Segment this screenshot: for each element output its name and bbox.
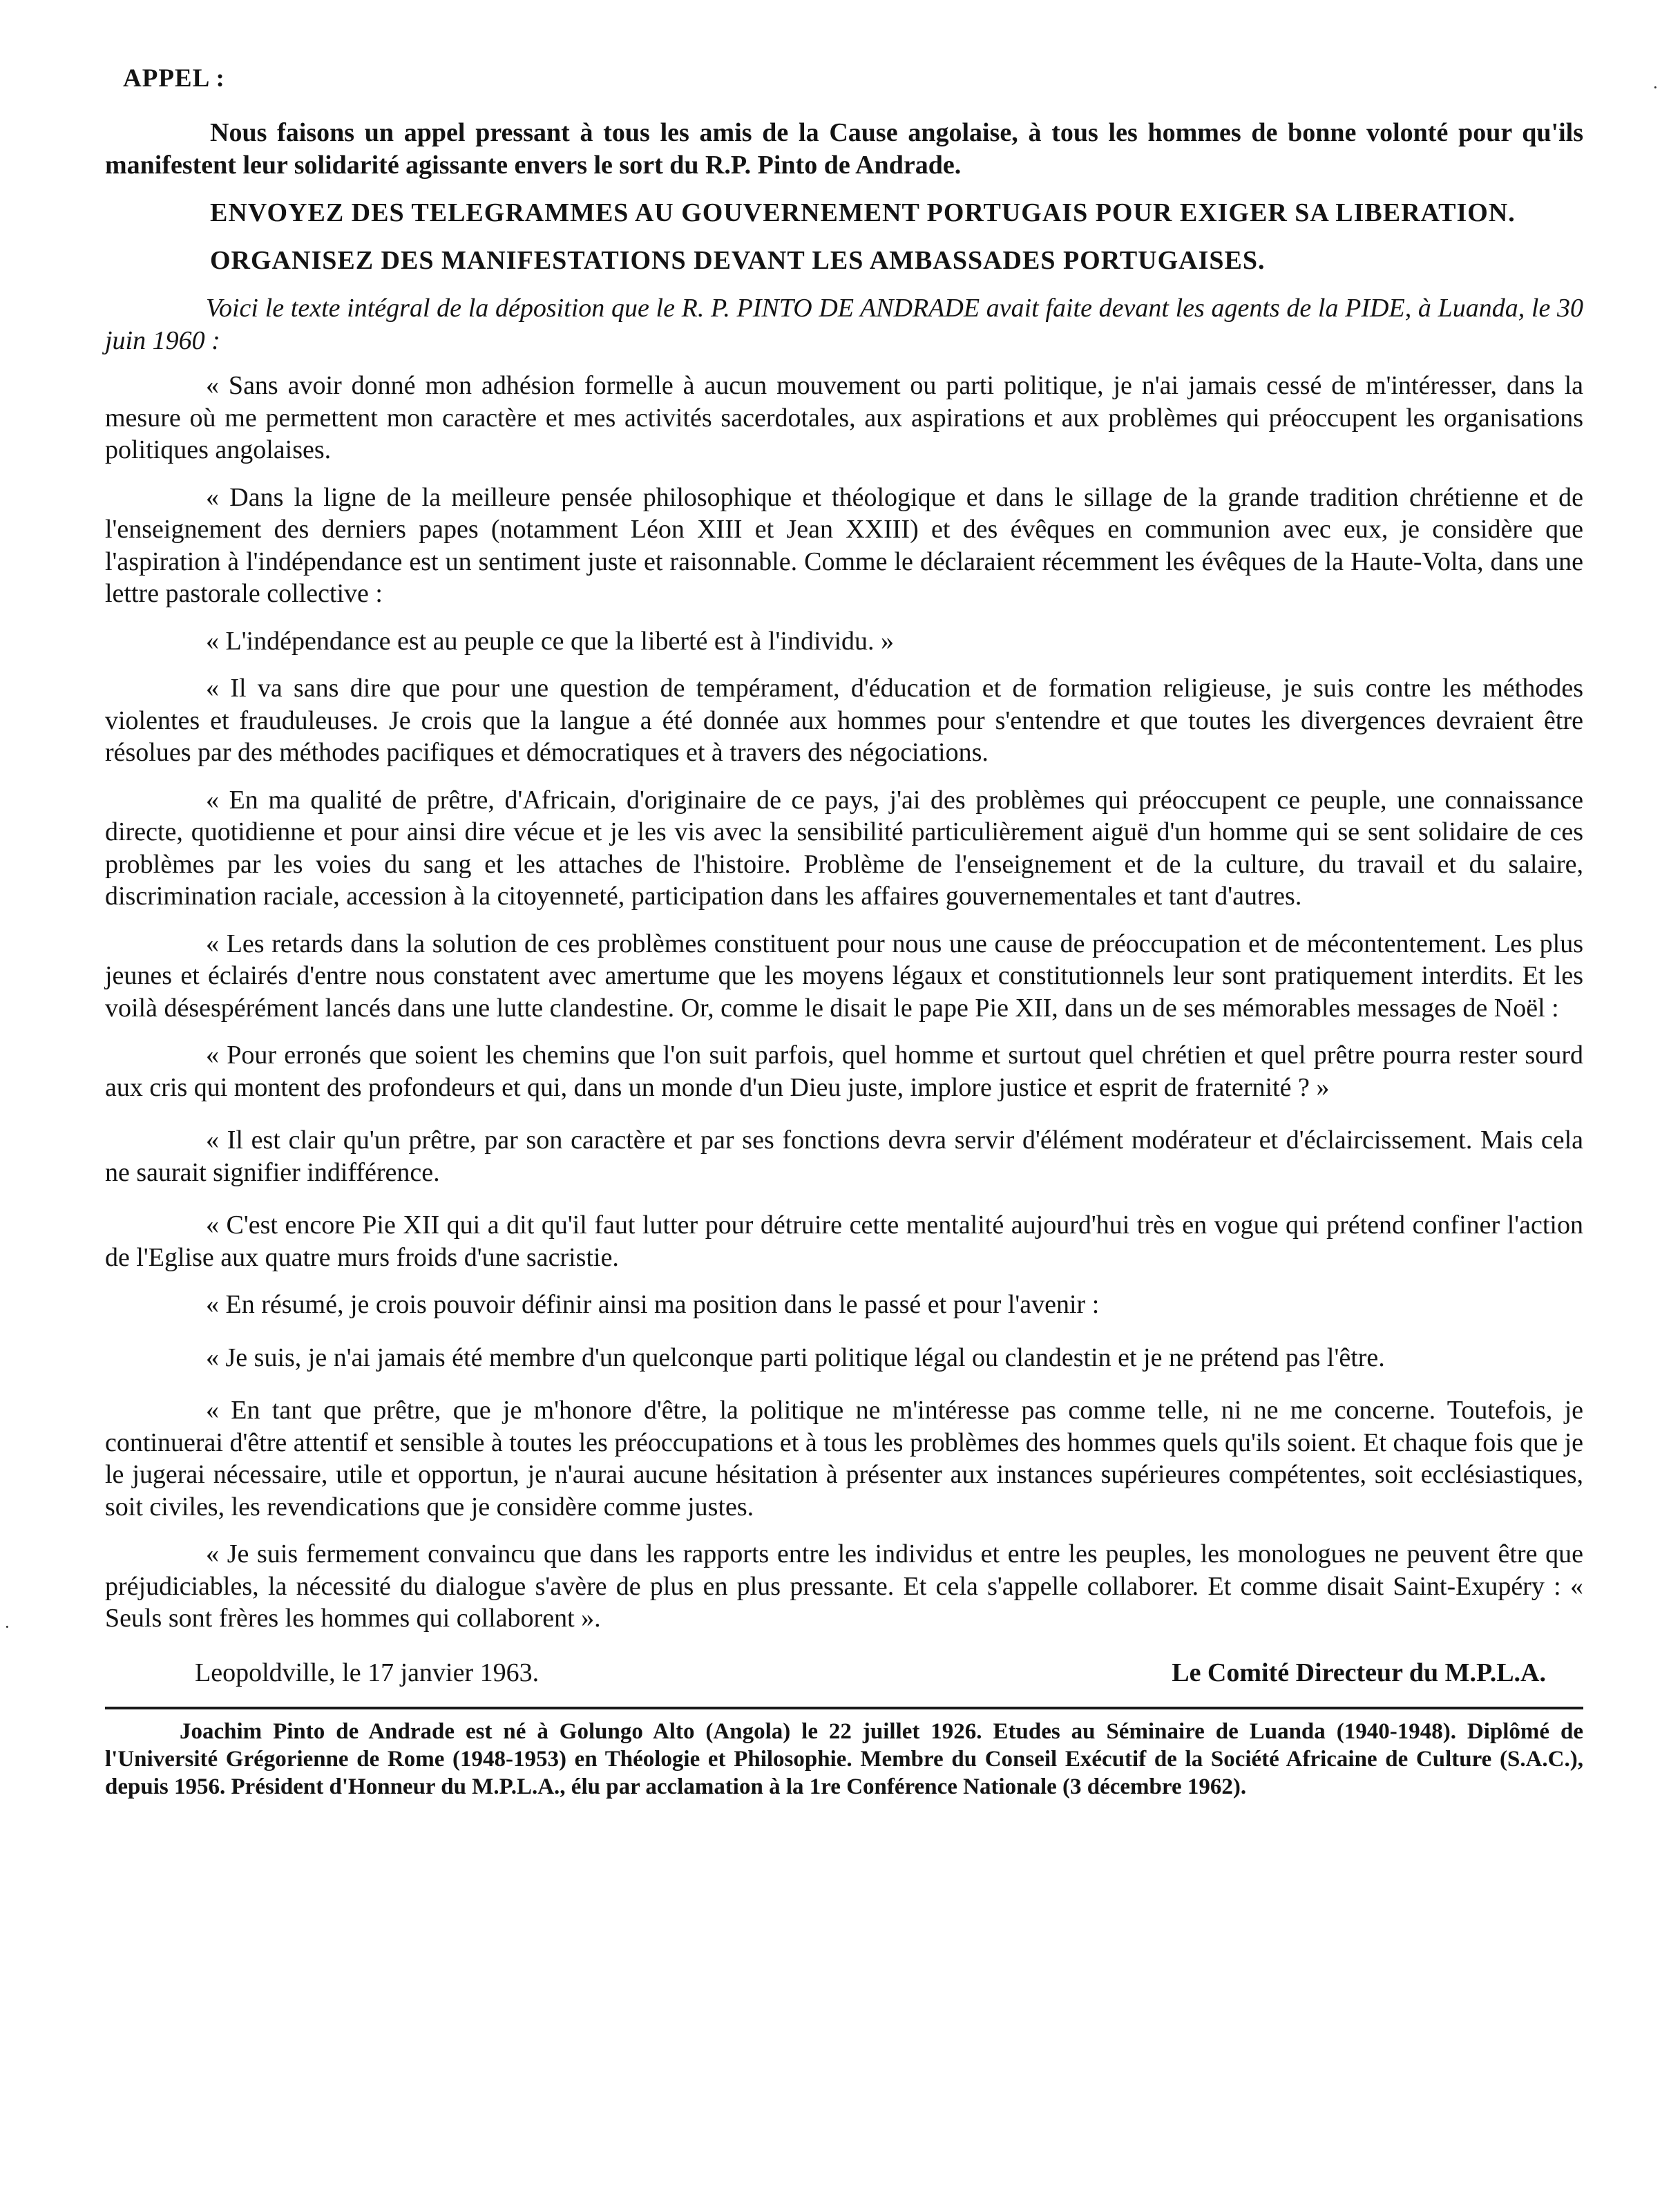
biography-note: Joachim Pinto de Andrade est né à Golungo Alto (Angola) le 22 juillet 1926. Etudes au Séminaire de Luanda (1940-1948). Diplômé de l'Université Grégorienne de Rome (1948-1953) en Théologie et Philosophie. Membre du Conseil Exécutif de la Société Africaine de Culture (S.A.C.), depuis 1956. Président d'Honneur du M.P.L.A., élu par acclamation à la 1re Conférence Nationale (3 décembre 1962).: [105, 1718, 1583, 1799]
deposition-intro: Voici le texte intégral de la déposition que le R. P. PINTO DE ANDRADE avait faite devant les agents de la PIDE, à Luanda, le 30 juin 1960 :: [105, 294, 1583, 355]
telegram-call: ENVOYEZ DES TELEGRAMMES AU GOUVERNEMENT PORTUGAIS POUR EXIGER SA LIBERATION.: [210, 198, 1516, 227]
deposition-paragraph: « En ma qualité de prêtre, d'Africain, d'originaire de ce pays, j'ai des problèmes qui préoccupent ce peuple, une connaissance directe, quotidienne et pour ainsi dire vécue et je les vis avec la sensibilité particulièrement aiguë d'un homme qui se sent solidaire de ces problèmes par les voies du sang et les attaches de l'histoire. Problème de l'enseignement et de la culture, du travail et du salaire, discrimination raciale, accession à la citoyenneté, participation dans les affaires gouvernementales et tant d'autres.: [105, 785, 1583, 911]
signature-line: [105, 1657, 1583, 1689]
deposition-paragraph: « Les retards dans la solution de ces problèmes constituent pour nous une cause de préoccupation et de mécontentement. Les plus jeunes et éclairés d'entre nous constatent avec amertume que les moyens légaux et constitutionnels leur sont pratiquement interdits. Et les voilà désespérément lancés dans une lutte clandestine. Or, comme le disait le pape Pie XII, dans un de ses mémorables messages de Noël :: [105, 929, 1583, 1023]
deposition-paragraph: « C'est encore Pie XII qui a dit qu'il faut lutter pour détruire cette mentalité aujourd'hui très en vogue qui prétend confiner l'action de l'Eglise aux quatre murs froids d'une sacristie.: [105, 1211, 1583, 1272]
deposition-paragraph: « Je suis, je n'ai jamais été membre d'un quelconque parti politique légal ou clandestin et je ne prétend pas l'être.: [206, 1343, 1385, 1372]
appeal-paragraph: Nous faisons un appel pressant à tous les amis de la Cause angolaise, à tous les hommes de bonne volonté pour qu'ils manifestent leur solidarité agissante envers le sort du R.P. Pinto de Andrade.: [105, 118, 1583, 180]
footnote-divider: [105, 1707, 1583, 1709]
deposition-paragraph: « En résumé, je crois pouvoir définir ainsi ma position dans le passé et pour l'avenir :: [206, 1290, 1100, 1319]
signatory: Le Comité Directeur du M.P.L.A.: [1172, 1658, 1546, 1687]
deposition-quote: « Pour erronés que soient les chemins que l'on suit parfois, quel homme et surtout quel chrétien et quel prêtre pourra rester sourd aux cris qui montent des profondeurs et qui, dans un monde d'un Dieu juste, implore justice et esprit de fraternité ? »: [105, 1041, 1583, 1102]
deposition-paragraph: « En tant que prêtre, que je m'honore d'être, la politique ne m'intéresse pas comme telle, ni ne me concerne. Toutefois, je continuerai d'être attentif et sensible à toutes les préoccupations et à tous les problèmes des hommes quels qu'ils soient. Et chaque fois que je le jugerai nécessaire, utile et opportun, je n'aurai aucune hésitation à présenter aux instances supérieures compétentes, soit ecclésiastiques, soit civiles, les revendications que je considère comme justes.: [105, 1396, 1583, 1521]
scan-speck: ·: [1652, 77, 1659, 97]
deposition-paragraph: « Sans avoir donné mon adhésion formelle à aucun mouvement ou parti politique, je n'ai jamais cessé de m'intéresser, dans la mesure où me permettent mon caractère et mes activités sacerdotales, aux aspirations et aux problèmes qui préoccupent les organisations politiques angolaises.: [105, 371, 1583, 464]
demonstration-call: ORGANISEZ DES MANIFESTATIONS DEVANT LES AMBASSADES PORTUGAISES.: [210, 246, 1266, 275]
deposition-paragraph: « Dans la ligne de la meilleure pensée philosophique et théologique et dans le sillage de la grande tradition chrétienne et de l'enseignement des derniers papes (notamment Léon XIII et Jean XXIII) et des évêques en communion avec eux, je considère que l'aspiration à l'indépendance est un sentiment juste et raisonnable. Comme le déclaraient récemment les évêques de la Haute-Volta, dans une lettre pastorale collective :: [105, 482, 1583, 608]
deposition-paragraph: « Il va sans dire que pour une question de tempérament, d'éducation et de formation religieuse, je suis contre les méthodes violentes et frauduleuses. Je crois que la langue a été donnée aux hommes pour s'entendre et que toutes les divergences devraient être résolues par des méthodes pacifiques et démocratiques et à travers des négociations.: [105, 674, 1583, 767]
place-date: Leopoldville, le 17 janvier 1963.: [195, 1658, 540, 1687]
deposition-paragraph: « Il est clair qu'un prêtre, par son caractère et par ses fonctions devra servir d'élément modérateur et d'éclaircissement. Mais cela ne saurait signifier indifférence.: [105, 1126, 1583, 1187]
scan-speck: ·: [4, 1617, 10, 1637]
deposition-quote: « L'indépendance est au peuple ce que la liberté est à l'individu. »: [206, 626, 895, 656]
deposition-paragraph: « Je suis fermement convaincu que dans les rapports entre les individus et entre les peuples, les monologues ne peuvent être que préjudiciables, la nécessité du dialogue s'avère de plus en plus pressante. Et cela s'appelle collaborer. Et comme disait Saint-Exupéry : « Seuls sont frères les hommes qui collaborent ».: [105, 1539, 1583, 1633]
appeal-heading: APPEL :: [123, 64, 225, 93]
